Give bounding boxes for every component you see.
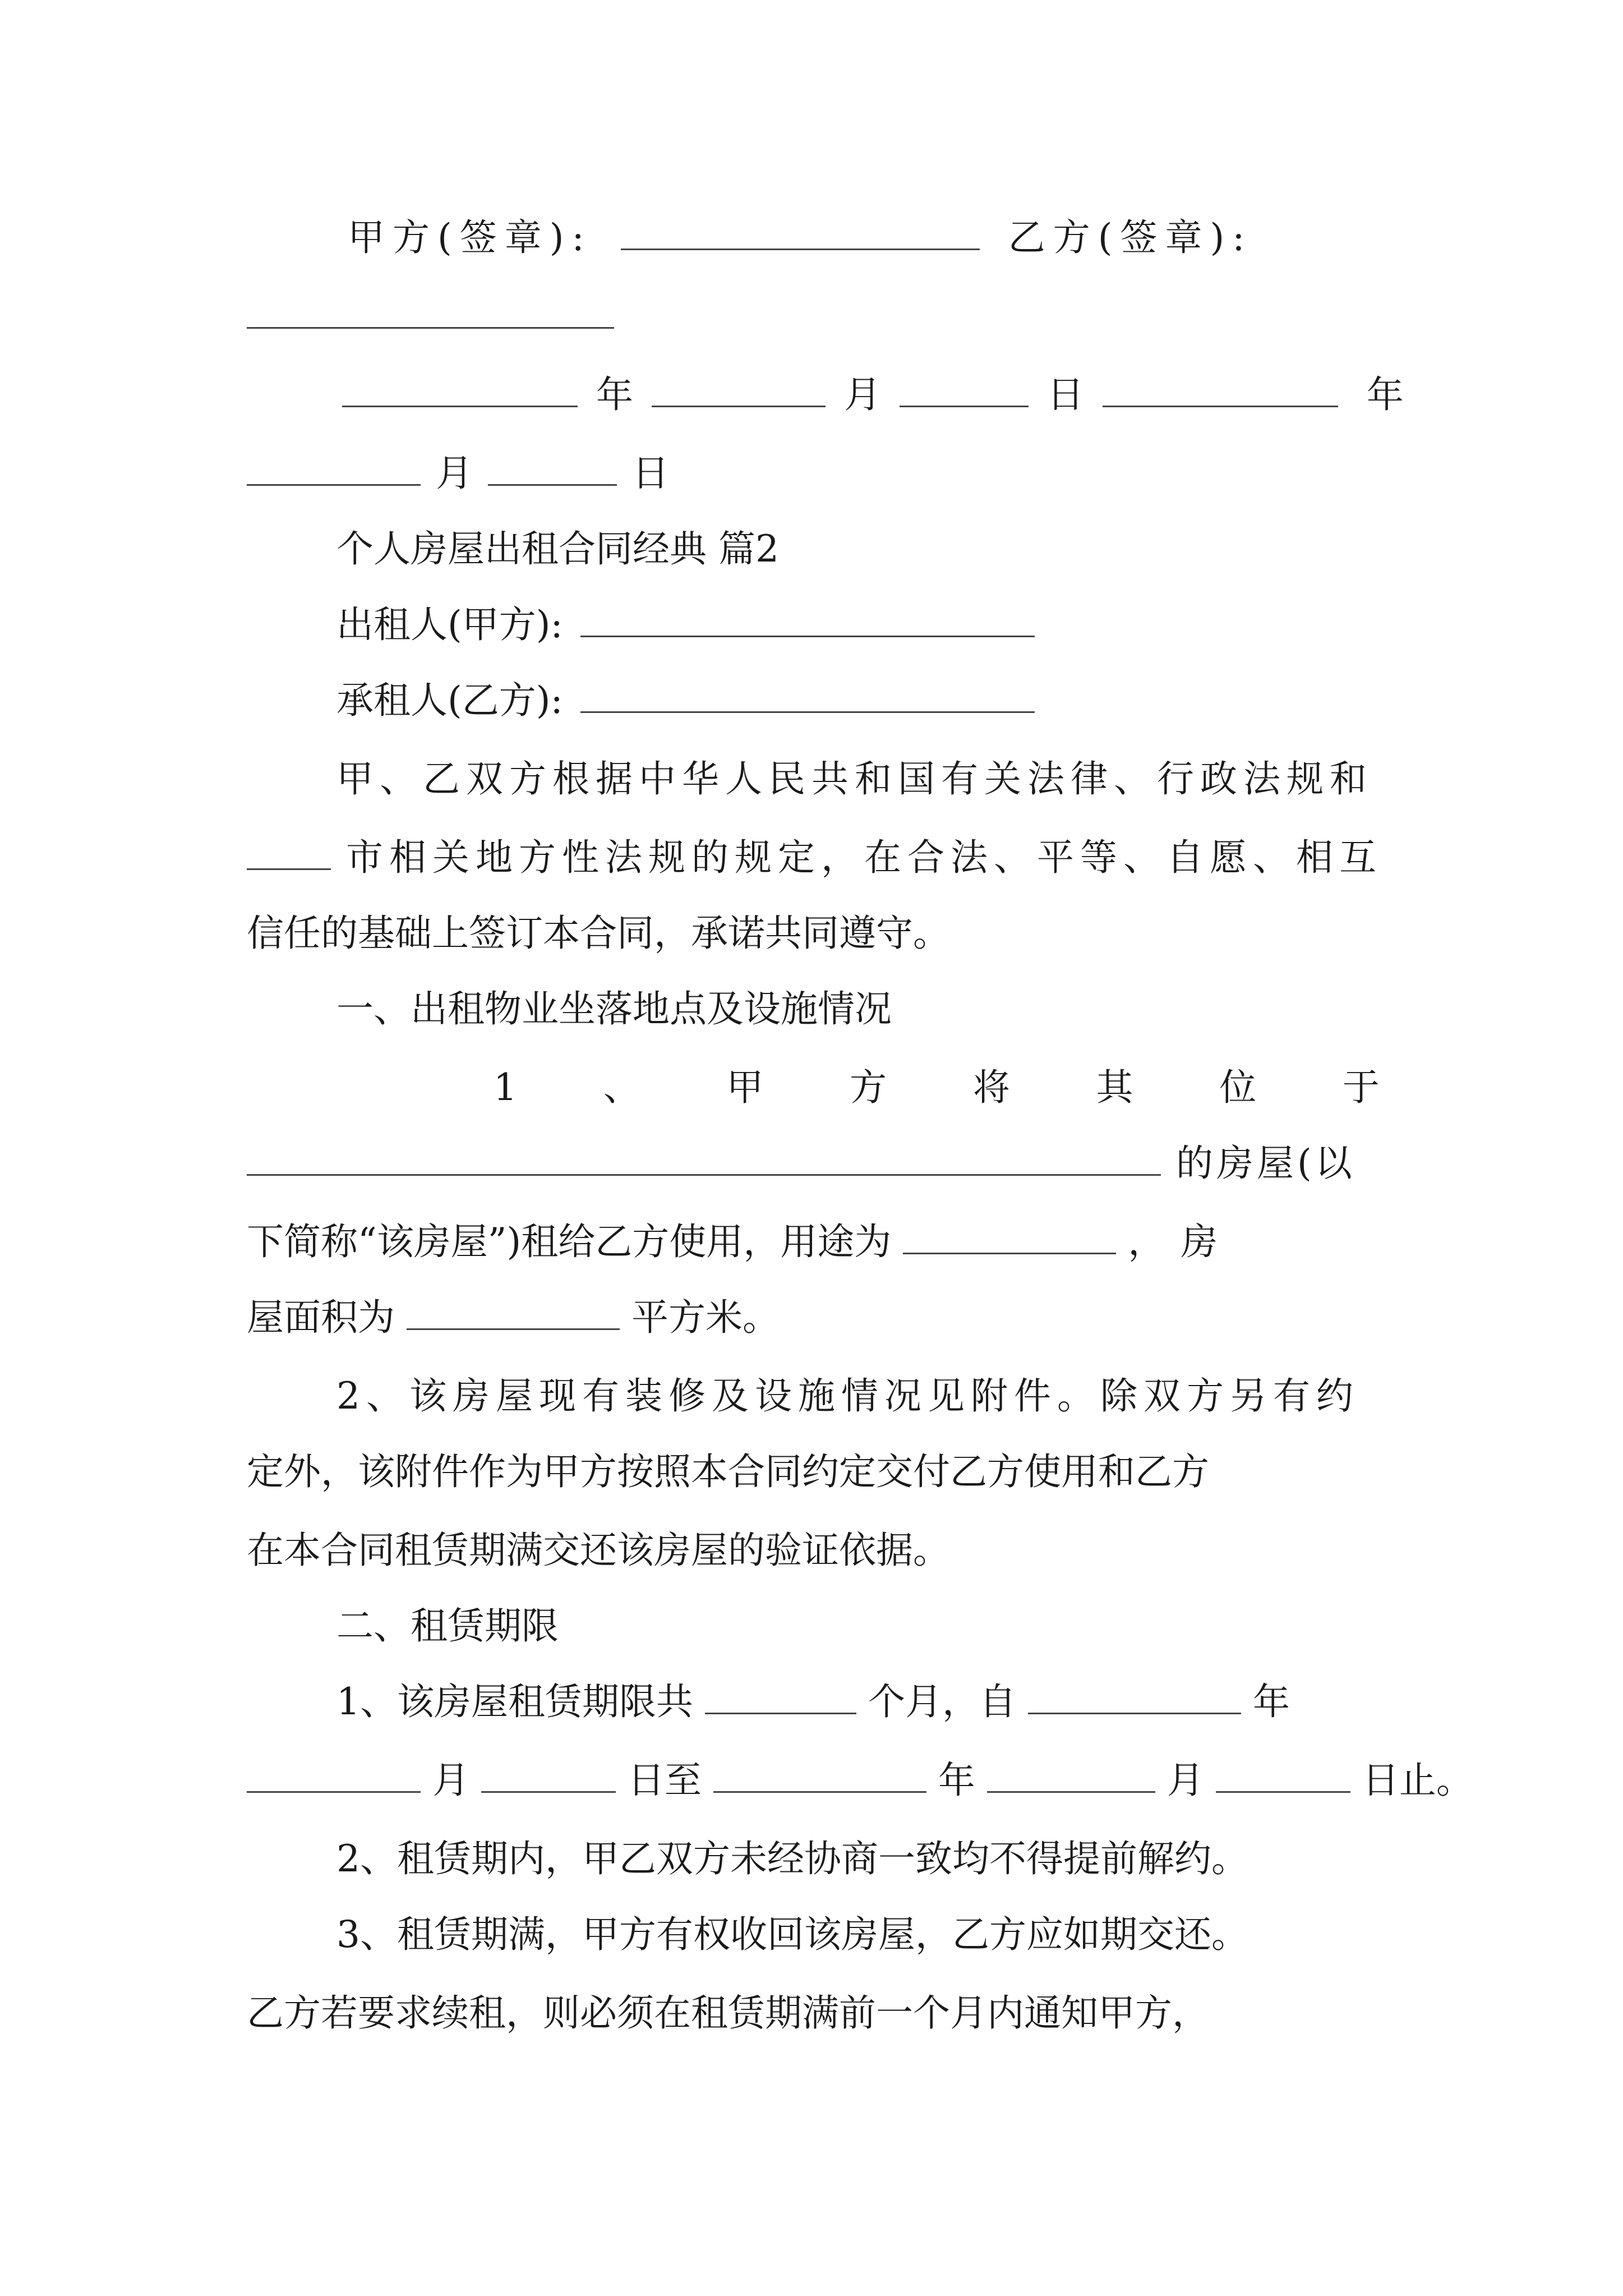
term-1-month-2: 月 <box>1166 1759 1204 1802</box>
item-1-char: 其 <box>1096 1066 1133 1109</box>
term-1-text-b: 个月，自 <box>868 1680 1016 1723</box>
day-blank-a <box>900 372 1029 407</box>
party-a-signature-label: 甲方(签章): <box>348 216 592 259</box>
item-1-char: 将 <box>972 1066 1010 1109</box>
year-label-b: 年 <box>1366 373 1404 416</box>
day-label-a: 日 <box>1046 373 1084 416</box>
item-1-char: 方 <box>850 1066 887 1109</box>
date-line-1 <box>342 370 1404 420</box>
month-label-b: 月 <box>435 452 473 495</box>
contract-heading: 个人房屋出租合同经典 篇2 <box>336 527 779 570</box>
day-label-b: 日 <box>631 452 669 495</box>
term-1-year: 年 <box>938 1759 975 1802</box>
term-2: 2、租赁期内，甲乙双方未经协商一致均不得提前解约。 <box>336 1837 1248 1880</box>
location-blank <box>247 1140 1161 1176</box>
date-line-2 <box>247 449 669 498</box>
end-month-blank <box>987 1757 1155 1793</box>
year-label-a: 年 <box>596 373 633 416</box>
section-1-heading: 一、出租物业坐落地点及设施情况 <box>336 987 892 1030</box>
signature-line <box>348 213 1252 263</box>
term-1-text-a: 1、该房屋租赁期限共 <box>336 1680 693 1723</box>
term-1-to: 日至 <box>627 1759 702 1802</box>
item-1-line-3-text: 下简称“该房屋”)租给乙方使用，用途为 <box>247 1220 892 1263</box>
item-2-line-2: 定外，该附件作为甲方按照本合同约定交付乙方使用和乙方 <box>247 1450 1209 1493</box>
lessee-label: 承租人(乙方): <box>336 679 563 722</box>
item-1-line-3 <box>247 1217 1233 1267</box>
party-a-signature-blank <box>621 215 980 250</box>
item-1-char: 位 <box>1219 1066 1257 1109</box>
item-1-char: 甲 <box>726 1066 764 1109</box>
end-year-blank <box>713 1757 926 1793</box>
item-1-line-4-tail: 平方米。 <box>631 1296 780 1339</box>
month-blank-a <box>652 372 826 407</box>
term-1-line-2 <box>247 1756 1473 1805</box>
party-b-signature-label: 乙方(签章): <box>1008 216 1253 259</box>
term-1-month: 月 <box>432 1759 469 1802</box>
item-1-char: 、 <box>603 1066 640 1109</box>
year-blank-a <box>342 372 578 407</box>
start-year-blank <box>1028 1679 1241 1714</box>
item-1-line-2 <box>247 1139 1355 1188</box>
lessor-label: 出租人(甲方): <box>336 603 563 646</box>
usage-blank <box>903 1219 1116 1254</box>
term-3-line-1: 3、租赁期满，甲方有权收回该房屋，乙方应如期交还。 <box>336 1913 1248 1956</box>
intro-line-1: 甲、乙双方根据中华人民共和国有关法律、行政法规和 <box>336 757 1373 800</box>
area-blank <box>407 1295 620 1330</box>
party-b-signature-blank <box>247 293 614 329</box>
item-1-line-4-text: 屋面积为 <box>247 1296 395 1339</box>
lessee-line <box>336 676 1035 725</box>
term-1-line-1 <box>336 1677 1290 1727</box>
item-2-line-1: 2、该房屋现有装修及设施情况见附件。除双方另有约 <box>336 1374 1359 1418</box>
intro-line-3: 信任的基础上签订本合同，承诺共同遵守。 <box>247 912 950 955</box>
term-1-text-c: 年 <box>1252 1680 1290 1723</box>
lessee-blank <box>580 678 1035 713</box>
item-1-line-3-tail: ，房 <box>1128 1220 1234 1263</box>
party-b-signature-line <box>247 292 614 341</box>
start-day-blank <box>481 1757 616 1793</box>
item-1-line-2-text: 的房屋(以 <box>1175 1142 1355 1185</box>
day-blank-b <box>488 450 617 486</box>
item-2-line-3: 在本合同租赁期满交还该房屋的验证依据。 <box>247 1529 950 1572</box>
city-blank <box>247 835 331 870</box>
section-2-heading: 二、租赁期限 <box>336 1604 559 1648</box>
intro-line-2 <box>247 833 1382 882</box>
month-label-a: 月 <box>843 373 881 416</box>
start-month-blank <box>247 1757 421 1793</box>
item-1-char: 1 <box>494 1066 517 1109</box>
term-3-line-2: 乙方若要求续租，则必须在租赁期满前一个月内通知甲方， <box>247 1991 1209 2035</box>
end-day-blank <box>1216 1757 1350 1793</box>
item-1-line-4 <box>247 1293 780 1342</box>
item-1-char: 于 <box>1342 1066 1380 1109</box>
months-blank <box>705 1679 856 1714</box>
intro-line-2-text: 市相关地方性法规的规定，在合法、平等、自愿、相互 <box>345 836 1382 879</box>
year-blank-b <box>1103 372 1338 407</box>
month-blank-b <box>247 450 421 486</box>
term-1-end: 日止。 <box>1362 1759 1473 1802</box>
lessor-line <box>336 600 1035 650</box>
lessor-blank <box>580 602 1035 637</box>
item-1-line-1 <box>494 1063 1380 1112</box>
